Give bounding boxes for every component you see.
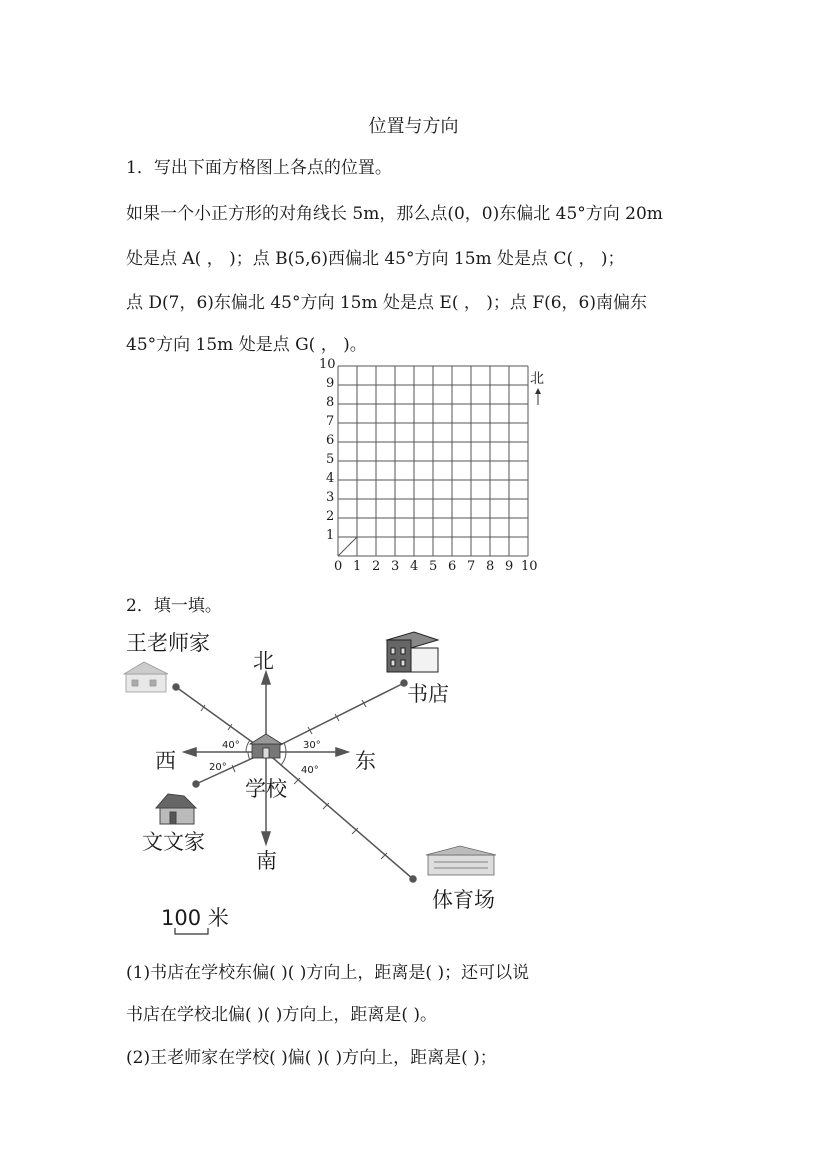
- question-1-line-4: 45°方向 15m 处是点 G( ， )。: [126, 335, 367, 355]
- y-tick-label: 3: [326, 490, 335, 505]
- question-2-heading: 2．填一填。: [126, 596, 222, 616]
- question-2-line-2: 书店在学校北偏( )( )方向上，距离是( )。: [126, 1005, 438, 1025]
- y-tick-label: 8: [326, 395, 335, 410]
- point-wenwen-home: [193, 781, 199, 787]
- y-tick-label: 4: [326, 471, 335, 486]
- x-tick-label: 7: [467, 559, 476, 574]
- teacher-home-house: [124, 662, 168, 692]
- grid-north-label: 北: [530, 371, 544, 387]
- stadium-building: [426, 846, 496, 875]
- x-tick-label: 1: [353, 559, 362, 574]
- angle-label-1: 40°: [222, 740, 240, 751]
- point-stadium: [410, 876, 416, 882]
- y-tick-label: 2: [326, 509, 335, 524]
- wenwen-home-house: [156, 794, 196, 824]
- x-tick-label: 8: [486, 559, 495, 574]
- y-tick-label: 6: [326, 433, 335, 448]
- label-west: 西: [155, 749, 176, 773]
- question-1-line-3: 点 D(7，6)东偏北 45°方向 15m 处是点 E( ， )；点 F(6，6)南偏东: [126, 293, 648, 313]
- point-teacher-home: [173, 684, 179, 690]
- x-tick-label: 0: [334, 559, 343, 574]
- question-1-line-2: 处是点 A( ， )；点 B(5,6)西偏北 45°方向 15m 处是点 C( ， )；: [126, 249, 625, 269]
- label-bookstore: 书店: [407, 682, 449, 706]
- y-tick-label: 10: [319, 357, 336, 372]
- label-east: 东: [355, 749, 376, 773]
- x-tick-label: 10: [521, 559, 538, 574]
- label-teacher-home: 王老师家: [126, 631, 210, 655]
- x-tick-label: 5: [429, 559, 438, 574]
- ray-stadium: [266, 752, 413, 879]
- angle-label-2: 30°: [303, 740, 321, 751]
- label-school: 学校: [245, 777, 287, 801]
- bookstore-building: [387, 632, 438, 672]
- y-tick-label: 7: [326, 414, 335, 429]
- arrow-east: [336, 748, 348, 756]
- x-tick-label: 6: [448, 559, 457, 574]
- y-tick-label: 9: [326, 376, 335, 391]
- page-title: 位置与方向: [368, 116, 459, 137]
- question-2-line-3: (2)王老师家在学校( )偏( )( )方向上，距离是( )；: [126, 1048, 497, 1068]
- ray-bookstore: [266, 683, 404, 752]
- label-wenwen-home: 文文家: [142, 830, 205, 854]
- question-1-line-1: 如果一个小正方形的对角线长 5m，那么点(0，0)东偏北 45°方向 20m: [126, 204, 663, 224]
- x-tick-label: 9: [505, 559, 514, 574]
- angle-label-4: 40°: [301, 765, 319, 776]
- x-tick-label: 3: [391, 559, 400, 574]
- school-building: [250, 734, 282, 758]
- arrow-west: [184, 748, 196, 756]
- angle-label-3: 20°: [209, 762, 227, 773]
- x-tick-label: 2: [372, 559, 381, 574]
- arrow-south: [262, 832, 270, 844]
- y-tick-label: 1: [326, 528, 335, 543]
- label-scale: 100 米: [161, 906, 229, 930]
- question-2-line-1: (1)书店在学校东偏( )( )方向上，距离是( )；还可以说: [126, 963, 530, 983]
- label-north: 北: [253, 649, 274, 673]
- label-south: 南: [256, 849, 277, 873]
- x-tick-label: 4: [410, 559, 419, 574]
- question-1-heading: 1．写出下面方格图上各点的位置。: [126, 158, 392, 178]
- y-tick-label: 5: [326, 452, 335, 467]
- label-stadium: 体育场: [432, 888, 495, 912]
